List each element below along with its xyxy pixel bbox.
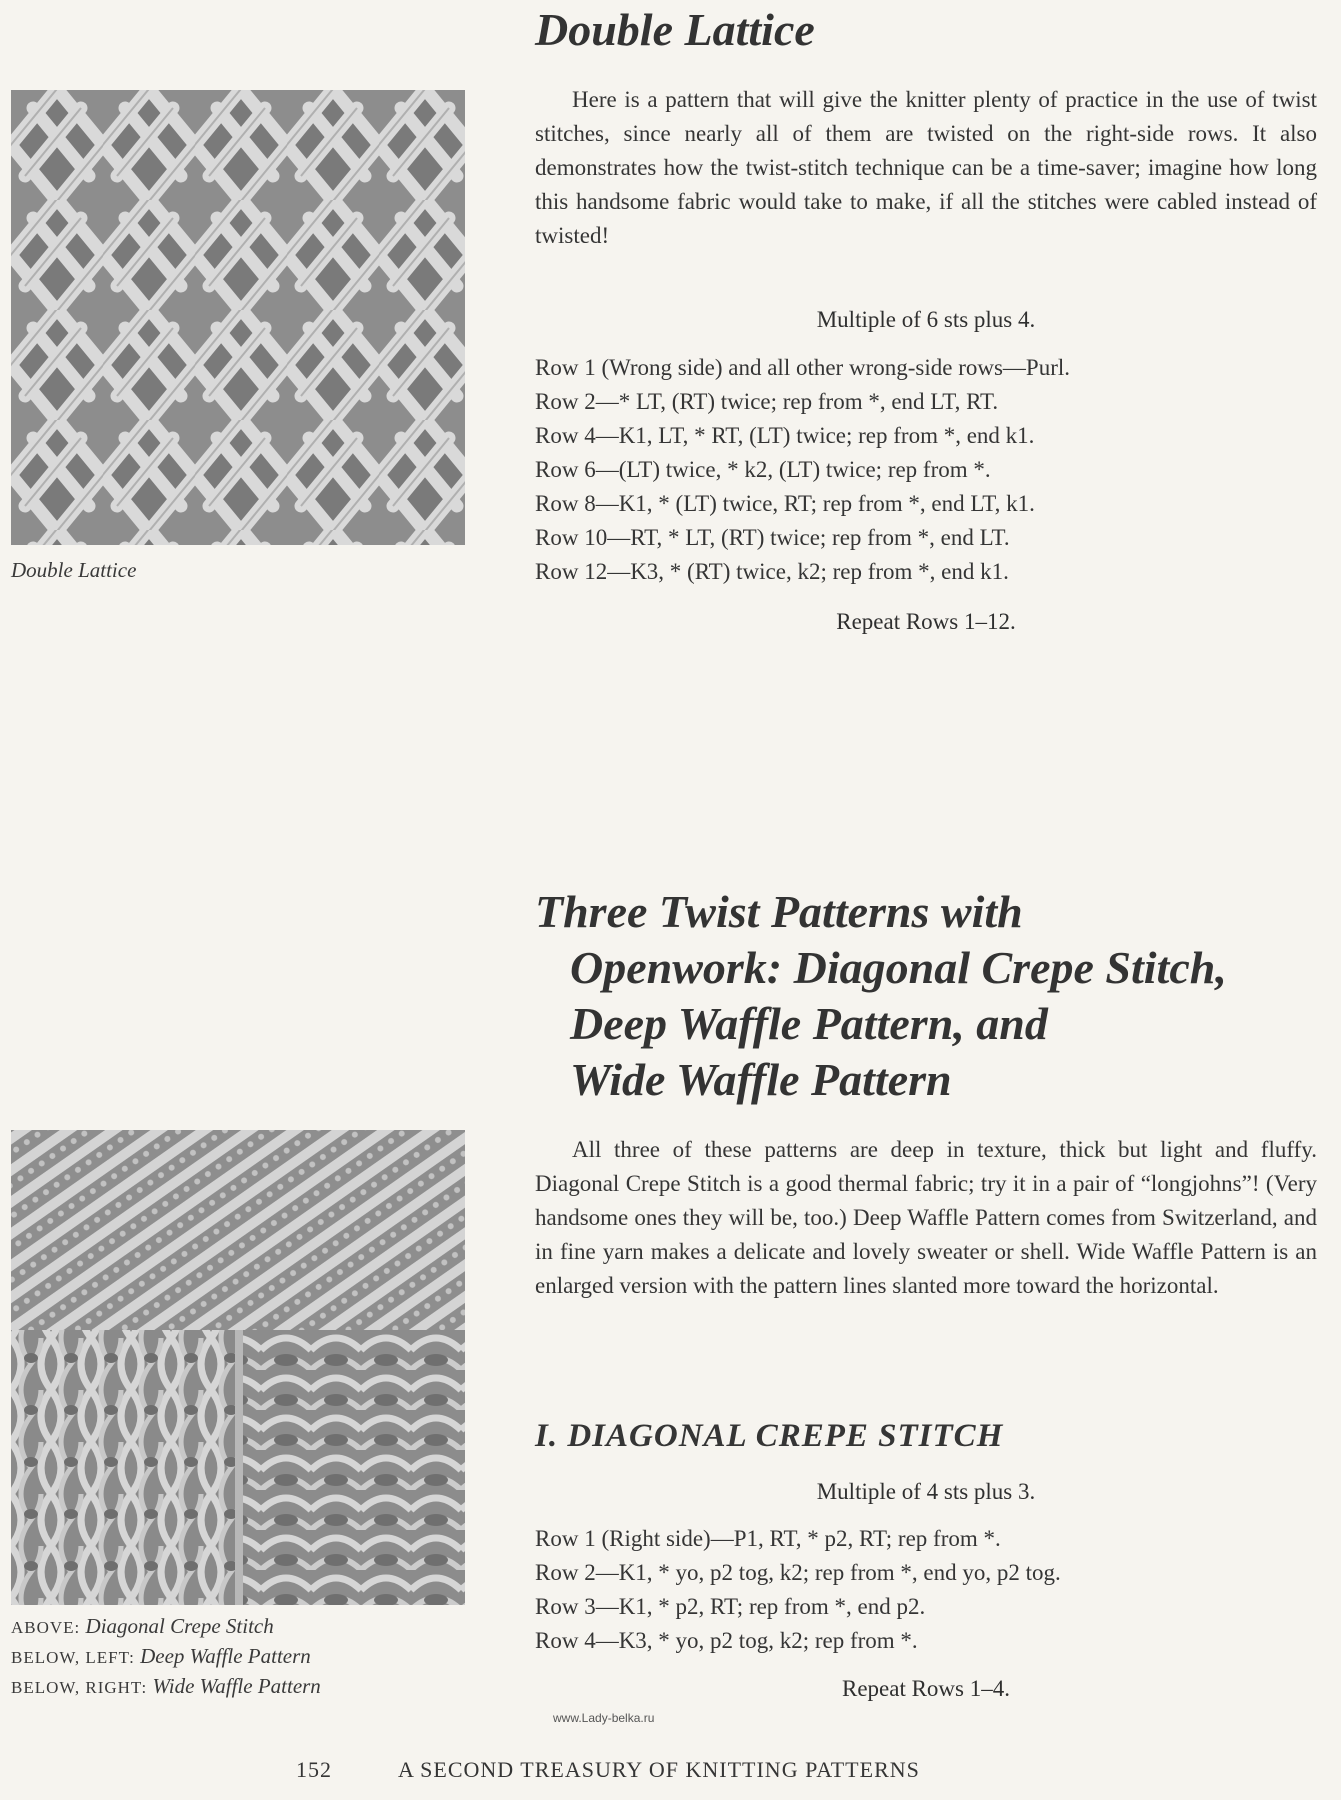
pattern-row: Row 2—* LT, (RT) twice; rep from *, end LT, RT. <box>535 389 999 414</box>
pattern-row: Row 10—RT, * LT, (RT) twice; rep from *, end LT. <box>535 525 1010 550</box>
double-lattice-caption: Double Lattice <box>11 558 137 582</box>
double-lattice-photo <box>11 90 465 545</box>
caption-line <box>11 1612 321 1642</box>
caption-line <box>11 1642 321 1672</box>
book-title: A SECOND TREASURY OF KNITTING PATTERNS <box>398 1757 920 1782</box>
pattern-row: Row 6—(LT) twice, * k2, (LT) twice; rep from *. <box>535 457 991 482</box>
title-line: Openwork: Diagonal Crepe Stitch, <box>570 942 1227 993</box>
title-line: Wide Waffle Pattern <box>570 1054 952 1105</box>
three-twist-intro: All three of these patterns are deep in texture, thick but light and fluffy. Diagonal Crepe Stitch is a good thermal fabric; try it in a pair of “longjohns”! (Very handsome ones they will be, too.) Deep Waffle Pattern comes from Switzerland, and in fine yarn makes a delicate and lovely sweater or shell. Wide Waffle Pattern is an enlarged version with the pattern lines slanted more toward the horizontal. <box>535 1137 1317 1298</box>
diagonal-crepe-multiple: Multiple of 4 sts plus 3. <box>816 1479 1036 1504</box>
pattern-row: Row 3—K1, * p2, RT; rep from *, end p2. <box>535 1594 926 1619</box>
waffle-patterns-photo <box>11 1130 465 1605</box>
pattern-row: Row 8—K1, * (LT) twice, RT; rep from *, end LT, k1. <box>535 491 1035 516</box>
pattern-row: Row 1 (Right side)—P1, RT, * p2, RT; rep from *. <box>535 1526 1001 1551</box>
double-lattice-repeat: Repeat Rows 1–12. <box>836 609 1016 634</box>
double-lattice-rows <box>535 351 1070 589</box>
caption-line <box>11 1672 321 1702</box>
caption-pattern-name: Wide Waffle Pattern <box>152 1674 321 1698</box>
caption-position: ABOVE: <box>11 1618 81 1637</box>
caption-pattern-name: Deep Waffle Pattern <box>140 1644 311 1668</box>
waffle-knit-texture <box>11 1130 465 1605</box>
caption-pattern-name: Diagonal Crepe Stitch <box>85 1614 274 1638</box>
watermark-url: www.Lady-belka.ru <box>553 1711 655 1725</box>
title-line: Deep Waffle Pattern, and <box>570 998 1048 1049</box>
pattern-row: Row 4—K3, * yo, p2 tog, k2; rep from *. <box>535 1628 918 1653</box>
caption-position: BELOW, RIGHT: <box>11 1678 148 1697</box>
double-lattice-knit-texture <box>11 90 465 545</box>
title-line: Three Twist Patterns with <box>535 886 1023 937</box>
pattern-row: Row 12—K3, * (RT) twice, k2; rep from *, end k1. <box>535 559 1009 584</box>
double-lattice-multiple: Multiple of 6 sts plus 4. <box>816 307 1036 332</box>
diagonal-crepe-repeat: Repeat Rows 1–4. <box>841 1676 1010 1701</box>
double-lattice-intro: Here is a pattern that will give the knitter plenty of practice in the use of twist stitches, since nearly all of them are twisted on the right-side rows. It also demonstrates how the twist-stitch technique can be a time-saver; imagine how long this handsome fabric would take to make, if all the stitches were cabled instead of twisted! <box>535 87 1317 248</box>
page-footer <box>296 1757 920 1783</box>
caption-position: BELOW, LEFT: <box>11 1648 135 1667</box>
page-number: 152 <box>296 1757 332 1782</box>
pattern-row: Row 2—K1, * yo, p2 tog, k2; rep from *, end yo, p2 tog. <box>535 1560 1061 1585</box>
double-lattice-title: Double Lattice <box>535 4 815 55</box>
three-twist-title <box>535 884 1335 1108</box>
pattern-row: Row 4—K1, LT, * RT, (LT) twice; rep from *, end k1. <box>535 423 1035 448</box>
diagonal-crepe-rows <box>535 1522 1061 1658</box>
waffle-captions <box>11 1612 321 1702</box>
pattern-row: Row 1 (Wrong side) and all other wrong-side rows—Purl. <box>535 355 1071 380</box>
diagonal-crepe-heading: I. DIAGONAL CREPE STITCH <box>535 1418 1004 1454</box>
